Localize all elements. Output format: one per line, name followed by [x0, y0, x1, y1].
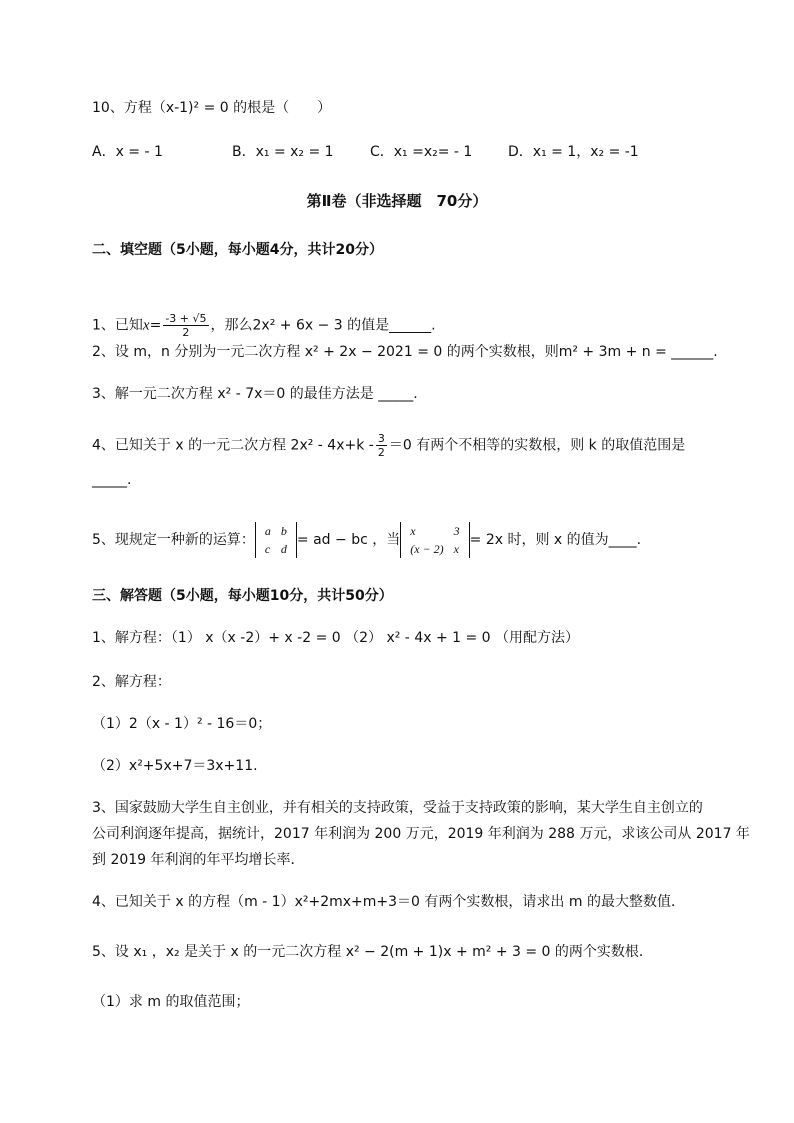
fill-q2: 2、设 m，n 分别为一元二次方程 x² + 2x − 2021 = 0 的两个实数根，则m² + 3m + n = ______.	[92, 344, 718, 360]
fill-q5	[92, 522, 641, 558]
fill-q5-mid: = ad − bc ，当	[296, 532, 401, 548]
q10-option-a: A．x = - 1	[92, 144, 163, 160]
fill-q1-fraction: $\frac{-3 + √5}{2}$	[165, 312, 207, 339]
q10-stem: 10、方程（x-1)² = 0 的根是（ ）	[92, 100, 332, 116]
solve-q3-line1: 3、国家鼓励大学生自主创业，并有相关的支持政策，受益于支持政策的影响，某大学生自主创立的	[92, 800, 703, 816]
fill-q4	[92, 432, 685, 459]
solve-q3-line2: 公司利润逐年提高，据统计，2017 年利润为 200 万元，2019 年利润为 288 万元，求该公司从 2017 年	[92, 826, 750, 842]
fill-q4-prefix: 4、已知关于 x 的一元二次方程 2x² - 4x+k -	[92, 437, 374, 454]
solve-heading: 三、解答题（5小题，每小题10分，共计50分）	[92, 588, 393, 604]
solve-q2: 2、解方程：	[92, 674, 171, 690]
solve-q3-line3: 到 2019 年利润的年平均增长率．	[92, 852, 305, 868]
solve-q2-part1: （1）2（x - 1）² - 16＝0；	[92, 716, 272, 732]
fill-q3: 3、解一元二次方程 x² - 7x＝0 的最佳方法是 _____.	[92, 386, 418, 402]
solve-q4: 4、已知关于 x 的方程（m - 1）x²+2mx+m+3＝0 有两个实数根，请求出 m 的最大整数值．	[92, 894, 685, 910]
fill-q4-line2: _____.	[92, 472, 132, 488]
solve-q2-part2: （2）x²+5x+7＝3x+11.	[92, 758, 258, 774]
solve-q5: 5、设 x₁ ，x₂ 是关于 x 的一元二次方程 x² − 2(m + 1)x + m² + 3 = 0 的两个实数根．	[92, 944, 653, 960]
fill-q5-suffix: = 2x 时，则 x 的值为____.	[469, 532, 642, 548]
determinant-1: a b c d	[255, 522, 297, 558]
fill-q1-suffix: ，那么2x² + 6x − 3 的值是______.	[210, 317, 436, 334]
determinant-2: x 3 (x − 2) x	[400, 522, 469, 558]
q10-option-c: C．x₁ =x₂= - 1	[370, 144, 473, 160]
fill-q1: 1、已知x= $\frac{-3 + √5}{2}$ ，那么2x² + 6x − 3 的值是______.	[92, 312, 436, 339]
solve-q5-part1: （1）求 m 的取值范围；	[92, 994, 250, 1010]
q10-option-d: D．x₁ = 1，x₂ = -1	[508, 144, 639, 160]
part2-title: 第Ⅱ卷（非选择题 70分）	[306, 192, 488, 210]
fill-q1-prefix: 1、已知	[92, 317, 143, 334]
fill-heading: 二、填空题（5小题，每小题4分，共计20分）	[92, 242, 383, 258]
fill-q4-fraction: $\frac{3}{2}$	[377, 432, 385, 459]
solve-q1: 1、解方程：（1） x（x -2）+ x -2 = 0 （2） x² - 4x + 1 = 0 （用配方法）	[92, 630, 580, 646]
fill-q5-prefix: 5、现规定一种新的运算：	[92, 532, 255, 548]
fill-q4-suffix: ＝0 有两个不相等的实数根，则 k 的取值范围是	[388, 437, 686, 454]
q10-option-b: B．x₁ = x₂ = 1	[232, 144, 334, 160]
